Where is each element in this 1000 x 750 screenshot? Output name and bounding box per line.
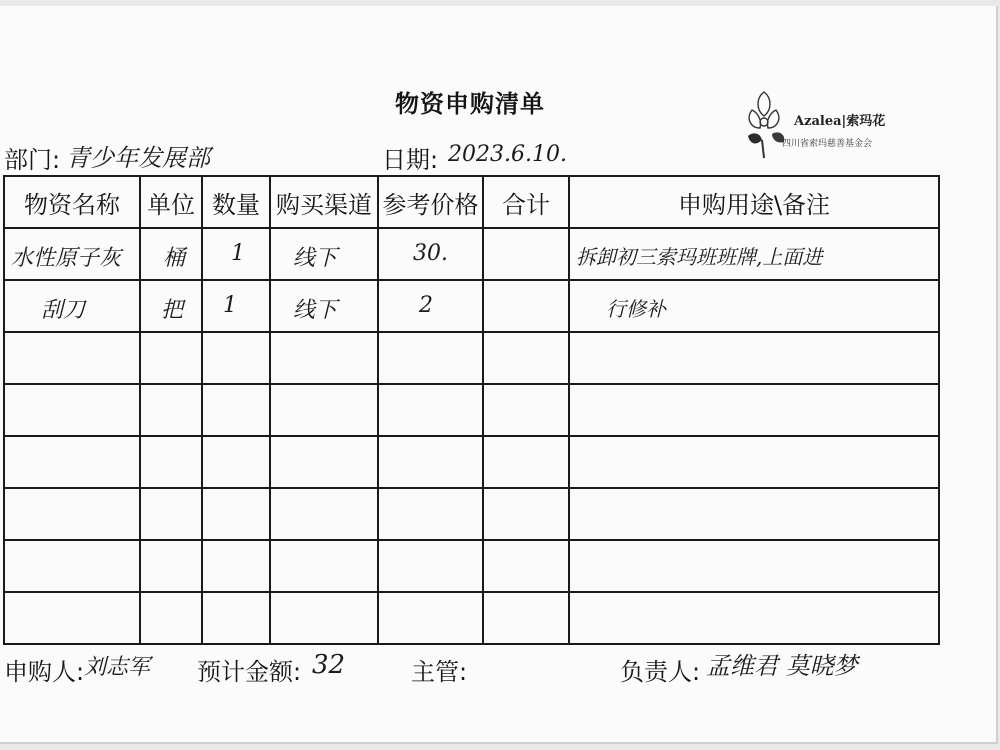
cell-empty <box>483 592 569 644</box>
cell-item-name <box>4 228 140 280</box>
cell-empty <box>202 384 270 436</box>
cell-channel <box>270 228 378 280</box>
table-header-row <box>4 176 939 228</box>
cell-empty <box>4 384 140 436</box>
row2-quantity: 1 <box>223 293 237 318</box>
row2-unit: 把 <box>161 298 184 323</box>
cell-empty <box>4 540 140 592</box>
cell-empty <box>270 488 378 540</box>
cell-empty <box>202 436 270 488</box>
cell-empty <box>4 592 140 644</box>
cell-empty <box>270 436 378 488</box>
cell-empty <box>4 332 140 384</box>
table-row <box>4 280 939 332</box>
cell-empty <box>140 436 202 488</box>
cell-empty <box>378 332 483 384</box>
cell-empty <box>569 540 939 592</box>
responsible-label: 负责人: <box>620 658 701 686</box>
requester-label: 申购人: <box>4 658 85 686</box>
cell-empty <box>4 436 140 488</box>
cell-empty <box>483 436 569 488</box>
cell-empty <box>378 592 483 644</box>
table-row-empty <box>4 592 939 644</box>
cell-total <box>483 280 569 332</box>
header-total: 合计 <box>483 176 569 228</box>
cell-note <box>569 280 939 332</box>
cell-empty <box>270 540 378 592</box>
cell-empty <box>140 332 202 384</box>
cell-empty <box>270 332 378 384</box>
table-row <box>4 228 939 280</box>
table-row-empty <box>4 332 939 384</box>
cell-empty <box>569 384 939 436</box>
department-label: 部门: <box>4 146 61 174</box>
responsible-signature: 孟维君 莫晓梦 <box>706 652 858 680</box>
cell-unit <box>140 228 202 280</box>
estimate-label: 预计金额: <box>197 658 302 686</box>
cell-unit <box>140 280 202 332</box>
purchase-table <box>3 175 940 645</box>
cell-empty <box>140 592 202 644</box>
department-value: 青少年发展部 <box>66 144 210 172</box>
cell-item-name <box>4 280 140 332</box>
cell-empty <box>140 488 202 540</box>
cell-empty <box>140 384 202 436</box>
header-price: 参考价格 <box>378 176 483 228</box>
row1-channel: 线下 <box>293 246 338 271</box>
cell-quantity <box>202 228 270 280</box>
cell-empty <box>270 384 378 436</box>
cell-empty <box>202 332 270 384</box>
header-channel: 购买渠道 <box>270 176 378 228</box>
row1-item-name: 水性原子灰 <box>11 246 122 271</box>
row1-note: 拆卸初三索玛班班牌,上面进 <box>576 245 823 269</box>
cell-empty <box>378 540 483 592</box>
cell-empty <box>483 488 569 540</box>
row1-unit: 桶 <box>163 246 186 271</box>
row2-channel: 线下 <box>293 298 338 323</box>
header-note: 申购用途\备注 <box>569 176 939 228</box>
cell-price <box>378 228 483 280</box>
supervisor-label: 主管: <box>411 658 468 686</box>
cell-empty <box>483 540 569 592</box>
logo-subtitle: 四川省索玛慈善基金会 <box>782 139 873 149</box>
date-value: 2023.6.10. <box>448 142 567 167</box>
row2-note: 行修补 <box>606 297 666 321</box>
requester-value: 刘志军 <box>84 655 151 680</box>
cell-empty <box>483 384 569 436</box>
row2-price: 2 <box>419 293 433 318</box>
cell-empty <box>483 332 569 384</box>
cell-empty <box>202 488 270 540</box>
cell-empty <box>202 592 270 644</box>
cell-empty <box>569 436 939 488</box>
cell-quantity <box>202 280 270 332</box>
table-row-empty <box>4 540 939 592</box>
cell-total <box>483 228 569 280</box>
table-row-empty <box>4 436 939 488</box>
cell-empty <box>378 488 483 540</box>
header-item-name: 物资名称 <box>4 176 140 228</box>
date-label: 日期: <box>382 146 439 174</box>
cell-note <box>569 228 939 280</box>
cell-price <box>378 280 483 332</box>
cell-empty <box>140 540 202 592</box>
cell-empty <box>569 592 939 644</box>
cell-empty <box>202 540 270 592</box>
cell-empty <box>569 332 939 384</box>
cell-empty <box>270 592 378 644</box>
cell-empty <box>4 488 140 540</box>
cell-empty <box>378 436 483 488</box>
header-unit: 单位 <box>140 176 202 228</box>
row2-item-name: 刮刀 <box>41 298 86 323</box>
table-row-empty <box>4 488 939 540</box>
cell-channel <box>270 280 378 332</box>
table-row-empty <box>4 384 939 436</box>
row1-quantity: 1 <box>231 241 245 266</box>
row1-price: 30. <box>413 241 448 266</box>
form-title: 物资申购清单 <box>395 90 545 118</box>
header-quantity: 数量 <box>202 176 270 228</box>
estimate-value: 32 <box>312 650 346 680</box>
cell-empty <box>378 384 483 436</box>
cell-empty <box>569 488 939 540</box>
logo-brand: Azalea|索玛花 <box>794 114 886 129</box>
